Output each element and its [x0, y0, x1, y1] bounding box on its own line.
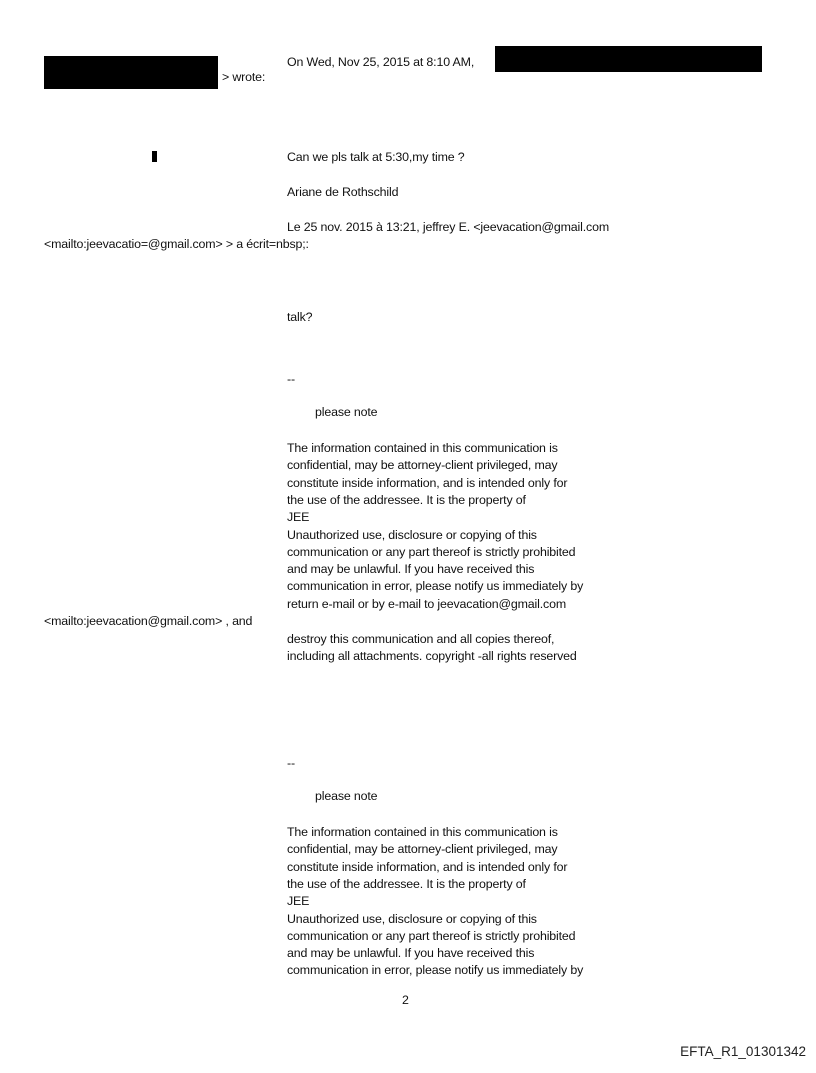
disclaimer-line: communication or any part thereof is strictly prohibited: [287, 544, 576, 559]
redaction-mark: [152, 151, 157, 162]
disclaimer-heading: please note: [315, 405, 378, 419]
page-number: 2: [402, 993, 409, 1007]
quote-line-2: <mailto:jeevacatio=@gmail.com> > a écrit=nbsp;:: [44, 237, 309, 251]
disclaimer-line: confidential, may be attorney-client privileged, may: [287, 458, 558, 473]
redaction-sender-email: [495, 46, 762, 72]
disclaimer-line: The information contained in this communication is: [287, 825, 558, 839]
disclaimer-line: The information contained in this communication is: [287, 441, 558, 455]
separator: --: [287, 756, 295, 770]
disclaimer-line: confidential, may be attorney-client privileged, may: [287, 842, 558, 857]
bates-id: EFTA_R1_01301342: [680, 1044, 806, 1059]
signature: Ariane de Rothschild: [287, 185, 399, 199]
disclaimer-line: communication or any part thereof is strictly prohibited: [287, 928, 576, 943]
disclaimer-line: the use of the addressee. It is the property of: [287, 876, 526, 891]
quote-header-date: On Wed, Nov 25, 2015 at 8:10 AM,: [287, 55, 475, 69]
disclaimer-line: return e-mail or by e-mail to jeevacation@gmail.com: [287, 596, 567, 611]
message-body: Can we pls talk at 5:30,my time ?: [287, 150, 465, 164]
separator: --: [287, 372, 295, 386]
disclaimer-line: JEE: [287, 894, 310, 909]
disclaimer-mailto: <mailto:jeevacation@gmail.com> , and: [44, 614, 253, 628]
reply-text: talk?: [287, 310, 313, 324]
disclaimer-line: constitute inside information, and is intended only for: [287, 475, 568, 490]
disclaimer-line: communication in error, please notify us immediately by: [287, 579, 584, 594]
disclaimer-line: communication in error, please notify us immediately by: [287, 963, 584, 978]
disclaimer-line: and may be unlawful. If you have received this: [287, 946, 535, 961]
disclaimer-tail-line: including all attachments. copyright -all rights reserved: [287, 649, 577, 663]
disclaimer-line: and may be unlawful. If you have received this: [287, 562, 535, 577]
quote-header-wrote: > wrote:: [222, 70, 266, 84]
disclaimer-line: the use of the addressee. It is the property of: [287, 492, 526, 507]
redaction-sender-name: [44, 56, 218, 89]
disclaimer-line: constitute inside information, and is intended only for: [287, 859, 568, 874]
disclaimer-tail-line: destroy this communication and all copies thereof,: [287, 632, 555, 646]
disclaimer-line: Unauthorized use, disclosure or copying of this: [287, 911, 537, 926]
disclaimer-line: JEE: [287, 510, 310, 525]
quote-line-1: Le 25 nov. 2015 à 13:21, jeffrey E. <jeevacation@gmail.com: [287, 220, 609, 234]
disclaimer-line: Unauthorized use, disclosure or copying of this: [287, 527, 537, 542]
disclaimer-heading: please note: [315, 789, 378, 803]
